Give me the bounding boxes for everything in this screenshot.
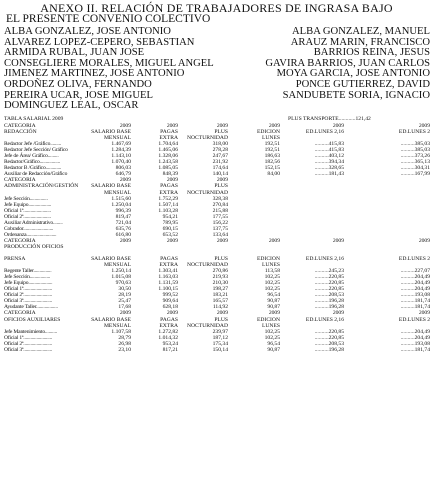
cell-value: 247,67 [212, 153, 228, 160]
category-label: CATEGORIA [4, 237, 36, 244]
cell-value: 96,54 [267, 340, 280, 347]
worker-name-right: PONCE GUTIERREZ, DAVID [295, 78, 430, 90]
cell-value: 1.704,64 [158, 141, 178, 148]
cell-value: 806,03 [115, 165, 131, 172]
cell-value: 817,21 [162, 346, 178, 353]
column-header: 2009 [216, 123, 228, 129]
cell-value: 231,92 [212, 159, 228, 166]
column-header: NOCTURNIDAD [186, 262, 228, 269]
cell-value: 96,54 [267, 292, 280, 299]
cell-value: 90,87 [267, 346, 280, 353]
table-label: TABLA SALARIAL 2009 [4, 116, 64, 122]
worker-row [4, 27, 430, 38]
worker-name-left: JIMENEZ MARTINEZ, JOSE ANTONIO [4, 68, 185, 80]
cell-value: 646,79 [115, 171, 131, 178]
worker-name-right: GAVIRA BARRIOS, JUAN CARLOS [265, 57, 430, 69]
cell-value: ..........220,85 [314, 274, 344, 281]
cell-value: ..........167,99 [400, 171, 430, 178]
column-header: 2009 [268, 123, 280, 129]
cell-value: ..........204,49 [400, 280, 430, 287]
cell-value: 102,25 [264, 334, 280, 341]
row-category: Ordenanza......................... [4, 231, 57, 238]
cell-value: 90,87 [267, 298, 280, 305]
cell-value: 653,52 [162, 231, 178, 238]
cell-value: ..........204,49 [400, 274, 430, 281]
column-header: 2009 [166, 123, 178, 129]
cell-value: ..........196,28 [314, 346, 344, 353]
section-name: PRODUCCIÓN OFICIOS [4, 243, 64, 250]
cell-value: 1.272,82 [158, 328, 178, 335]
cell-value: 183,21 [212, 292, 228, 299]
cell-value: ..........196,28 [314, 304, 344, 311]
cell-value: ..........181,74 [400, 298, 430, 305]
cell-value: 1.243,58 [158, 159, 178, 166]
cell-value: 848,39 [162, 171, 178, 178]
table-row [4, 347, 430, 353]
cell-value: ..........204,49 [400, 328, 430, 335]
cell-value: 1.328,06 [158, 153, 178, 160]
row-category: Ayudante Taller.................. [4, 304, 58, 311]
cell-value: 219,93 [212, 274, 228, 281]
column-header: SALARIO BASE [91, 129, 131, 136]
column-header: NOCTURNIDAD [186, 135, 228, 142]
worker-row [4, 80, 430, 91]
worker-name-left: CONSEGLIERE MORALES, MIGUEL ANGEL [4, 57, 214, 69]
cell-value: 1.250,14 [111, 268, 131, 275]
cell-value: ..........208,53 [314, 340, 344, 347]
section-name: REDACCIÓN [4, 129, 37, 136]
cell-value: 137,75 [212, 225, 228, 232]
category-label: CATEGORIA [4, 123, 36, 129]
cell-value: 1.100,15 [158, 286, 178, 293]
cell-value: 23,10 [118, 346, 131, 353]
cell-value: 628,18 [162, 304, 178, 311]
worker-name-right: MOYA GARCIA, JOSE ANTONIO [276, 68, 430, 80]
cell-value: ..........385,03 [400, 147, 430, 154]
worker-name-left: ARMIDA RUBAL, JUAN JOSE [4, 47, 145, 59]
worker-name-right: BARRIOS REINA, JESUS [313, 47, 430, 59]
column-header: ED.LUNES 2,16 [305, 129, 344, 136]
worker-row [4, 101, 430, 112]
cell-value: ..........365,13 [400, 159, 430, 166]
cell-value: 239,97 [212, 328, 228, 335]
cell-value: ..........193,08 [400, 340, 430, 347]
column-header: 2009 [268, 310, 280, 317]
cell-value: 102,25 [264, 280, 280, 287]
cell-value: 690,15 [162, 225, 178, 232]
cell-value: 102,25 [264, 286, 280, 293]
cell-value: 999,52 [162, 292, 178, 299]
cell-value: 102,25 [264, 274, 280, 281]
column-header: 2009 [332, 237, 344, 244]
column-header: 2009 [332, 310, 344, 317]
row-category: Redactor Jefe /Gráfico......... [4, 141, 62, 148]
cell-value: ..........394,34 [314, 159, 344, 166]
cell-value: 953,24 [162, 340, 178, 347]
column-header: NOCTURNIDAD [186, 322, 228, 329]
worker-name-right: ALBA GONZALEZ, MANUEL [292, 26, 430, 37]
cell-value: 270,86 [212, 268, 228, 275]
cell-value: 133,64 [212, 231, 228, 238]
column-header: PLUS [214, 183, 228, 190]
salary-table-header [4, 116, 430, 122]
column-header: LUNES [261, 262, 280, 269]
column-header: ED.LUNES 2 [398, 316, 430, 323]
cell-value: 17,68 [118, 304, 131, 311]
cell-value: ..........385,03 [400, 141, 430, 148]
cell-value: 1.507,14 [158, 201, 178, 208]
cell-value: 819,47 [115, 213, 131, 220]
cell-value: ..........403,12 [314, 153, 344, 160]
column-header: ED.LUNES 2,16 [305, 316, 344, 323]
column-header: LUNES [261, 135, 280, 142]
cell-value: 616,80 [115, 231, 131, 238]
column-header: 2009 [166, 177, 178, 184]
cell-value: 174,64 [212, 165, 228, 172]
category-label: CATEGORIA [4, 310, 36, 317]
column-header: NOCTURNIDAD [186, 189, 228, 196]
cell-value: 192,51 [264, 147, 280, 154]
cell-value: 192,51 [264, 141, 280, 148]
cell-value: 909,64 [162, 298, 178, 305]
cell-value: 1.103,28 [158, 207, 178, 214]
row-category: Regente Taller............... [4, 268, 52, 275]
row-category: Jefe Equipo.................... [4, 280, 53, 287]
column-header: PAGAS [160, 256, 178, 263]
column-header: PAGAS [160, 316, 178, 323]
row-category: Jefe Sección............... [4, 195, 48, 202]
cell-value: 1.284,39 [111, 147, 131, 154]
cell-value: ..........204,49 [400, 286, 430, 293]
column-header: 2009 [216, 177, 228, 184]
cell-value: 1.250,04 [111, 201, 131, 208]
column-header: MENSUAL [103, 189, 131, 196]
column-header: EDICION [257, 129, 280, 136]
column-header: SALARIO BASE [91, 256, 131, 263]
plus-transporte: PLUS TRANSPORTE............121,42 [288, 116, 371, 122]
cell-value: ..........196,28 [314, 298, 344, 305]
column-header: MENSUAL [103, 322, 131, 329]
row-category: Redactor B /Gráfico............. [4, 165, 62, 172]
cell-value: 1.070,40 [111, 159, 131, 166]
column-header: 2009 [268, 237, 280, 244]
cell-value: 187,12 [212, 334, 228, 341]
row-category: Oficial 2ª....................... [4, 213, 51, 220]
cell-value: 175,34 [212, 340, 228, 347]
row-category: Oficial 2ª........................ [4, 340, 53, 347]
row-category: Cobrador......................... [4, 225, 54, 232]
cell-value: 186,63 [264, 153, 280, 160]
cell-value: ..........181,74 [400, 346, 430, 353]
cell-value: 1.085,05 [158, 165, 178, 172]
column-header: 2009 [166, 310, 178, 317]
cell-value: 152,15 [264, 165, 280, 172]
section-name: OFICIOS AUXILIARES [4, 316, 61, 323]
column-header: PAGAS [160, 183, 178, 190]
column-header: EXTRA [159, 322, 178, 329]
column-header: PLUS [214, 256, 228, 263]
cell-value: ..........415,83 [314, 141, 344, 148]
row-category: Jefe Sección................. [4, 274, 51, 281]
column-header: MENSUAL [103, 135, 131, 142]
column-header: 2009 [119, 310, 131, 317]
cell-value: 210,30 [212, 280, 228, 287]
column-header: EDICION [257, 316, 280, 323]
column-header: 2009 [332, 123, 344, 129]
column-header: MENSUAL [103, 262, 131, 269]
worker-name-right: ARAUZ MARIN, FRANCISCO [290, 36, 430, 48]
cell-value: 1.465,06 [158, 147, 178, 154]
column-header: ED.LUNES 2,16 [305, 256, 344, 263]
column-header: SALARIO BASE [91, 316, 131, 323]
cell-value: 1.131,59 [158, 280, 178, 287]
cell-value: 1.015,08 [111, 274, 131, 281]
column-header: PAGAS [160, 129, 178, 136]
column-header: 2009 [216, 310, 228, 317]
cell-value: 26,98 [118, 340, 131, 347]
cell-value: ..........373,26 [400, 153, 430, 160]
cell-value: ..........304,31 [400, 165, 430, 172]
cell-value: 177,55 [212, 213, 228, 220]
column-header: EXTRA [159, 189, 178, 196]
column-header: LUNES [261, 322, 280, 329]
cell-value: 182,56 [264, 159, 280, 166]
cell-value: ..........220,85 [314, 328, 344, 335]
cell-value: 150,14 [212, 346, 228, 353]
cell-value: 1.107,58 [111, 328, 131, 335]
page-title: ANEXO II. RELACIÓN DE TRABAJADORES DE INGRASA BAJO [40, 1, 393, 15]
cell-value: ..........245,23 [314, 268, 344, 275]
cell-value: 114,92 [212, 304, 228, 311]
cell-value: 102,25 [264, 328, 280, 335]
cell-value: 996,39 [115, 207, 131, 214]
cell-value: 635,76 [115, 225, 131, 232]
salary-table [4, 123, 430, 353]
cell-value: ..........220,85 [314, 334, 344, 341]
worker-name-left: ORDOÑEZ OLIVA, FERNANDO [4, 78, 152, 90]
column-header: 2009 [216, 237, 228, 244]
cell-value: ..........220,85 [314, 286, 344, 293]
row-category: Auxiliar Administrativo........ [4, 219, 63, 226]
cell-value: 1.467,69 [111, 141, 131, 148]
column-header: 2009 [418, 123, 430, 129]
cell-value: 1.303,41 [158, 268, 178, 275]
row-category: Oficial 2ª........................ [4, 292, 53, 299]
cell-value: 270,84 [212, 201, 228, 208]
cell-value: 1.143,10 [111, 153, 131, 160]
row-category: Oficial 3ª........................ [4, 346, 53, 353]
column-header: PLUS [214, 316, 228, 323]
cell-value: 156,22 [212, 219, 228, 226]
column-header: EXTRA [159, 262, 178, 269]
subsection-name: PRENSA [4, 256, 26, 263]
row-category: Redactor/Gráfico................. [4, 159, 60, 166]
cell-value: 28,79 [118, 334, 131, 341]
cell-value: 30,50 [118, 286, 131, 293]
cell-value: 278,28 [212, 147, 228, 154]
row-category: Oficial 1ª........................ [4, 334, 53, 341]
row-category: Jefe Mantenimiento.......... [4, 328, 57, 335]
worker-name-right: SANDUBETE SORIA, IGNACIO [282, 89, 430, 101]
column-header: EDICION [257, 256, 280, 263]
worker-name-left: DOMINGUEZ LEAL, OSCAR [4, 100, 139, 112]
cell-value: 954,21 [162, 213, 178, 220]
column-header: 2009 [418, 310, 430, 317]
cell-value: 1.752,29 [158, 195, 178, 202]
column-header: ED.LUNES 2 [398, 129, 430, 136]
page-subtitle: EL PRESENTE CONVENIO COLECTIVO [6, 13, 211, 25]
cell-value: ..........220,85 [314, 280, 344, 287]
cell-value: 789,95 [162, 219, 178, 226]
cell-value: ..........208,53 [314, 292, 344, 299]
column-header: EXTRA [159, 135, 178, 142]
cell-value: 113,58 [264, 268, 280, 275]
row-category: Oficial 1ª....................... [4, 207, 51, 214]
row-category: Jefe Equipo................... [4, 201, 52, 208]
row-category: Auxiliar de Redacción/Gráfico [4, 171, 68, 178]
cell-value: 1.163,03 [158, 274, 178, 281]
cell-value: ..........227,07 [400, 268, 430, 275]
column-header: 2009 [418, 237, 430, 244]
cell-value: ..........181,43 [314, 171, 344, 178]
worker-name-left: ALBA GONZALEZ, JOSE ANTONIO [4, 26, 171, 37]
cell-value: 28,19 [118, 292, 131, 299]
cell-value: 721,04 [115, 219, 131, 226]
column-header: 2009 [119, 237, 131, 244]
cell-value: 970,63 [115, 280, 131, 287]
cell-value: 84,00 [267, 171, 280, 178]
row-category: Redactor Jefe Sección/ Gráfico [4, 147, 68, 154]
cell-value: 25,47 [118, 298, 131, 305]
cell-value: ..........415,83 [314, 147, 344, 154]
cell-value: 165,57 [212, 298, 228, 305]
cell-value: ..........181,74 [400, 304, 430, 311]
section-name: ADMINISTRACIÓN/GESTIÓN [4, 183, 79, 190]
column-header: 2009 [119, 177, 131, 184]
row-category: Oficial 1ª........................ [4, 286, 53, 293]
row-category: Jefe de Área/ Gráfico......... [4, 153, 59, 160]
cell-value: 198,27 [212, 286, 228, 293]
cell-value: 215,88 [212, 207, 228, 214]
cell-value: 1.515,60 [111, 195, 131, 202]
cell-value: 1.014,32 [158, 334, 178, 341]
column-header: 2009 [119, 123, 131, 129]
category-label: CATEGORIA [4, 177, 36, 184]
worker-name-left: PEREIRA UCAR, JOSE MIGUEL [4, 89, 153, 101]
column-header: 2009 [166, 237, 178, 244]
cell-value: ..........193,08 [400, 292, 430, 299]
column-header: SALARIO BASE [91, 183, 131, 190]
column-header: ED.LUNES 2 [398, 256, 430, 263]
row-category: Oficial 3ª........................ [4, 298, 53, 305]
worker-name-left: ALVAREZ LOPEZ-CEPERO, SEBASTIAN [4, 36, 195, 48]
cell-value: ..........204,49 [400, 334, 430, 341]
column-header: PLUS [214, 129, 228, 136]
cell-value: 140,14 [212, 171, 228, 178]
cell-value: 90,87 [267, 304, 280, 311]
cell-value: 318,00 [212, 141, 228, 148]
cell-value: 328,38 [212, 195, 228, 202]
workers-list [4, 27, 430, 112]
cell-value: ..........328,65 [314, 165, 344, 172]
